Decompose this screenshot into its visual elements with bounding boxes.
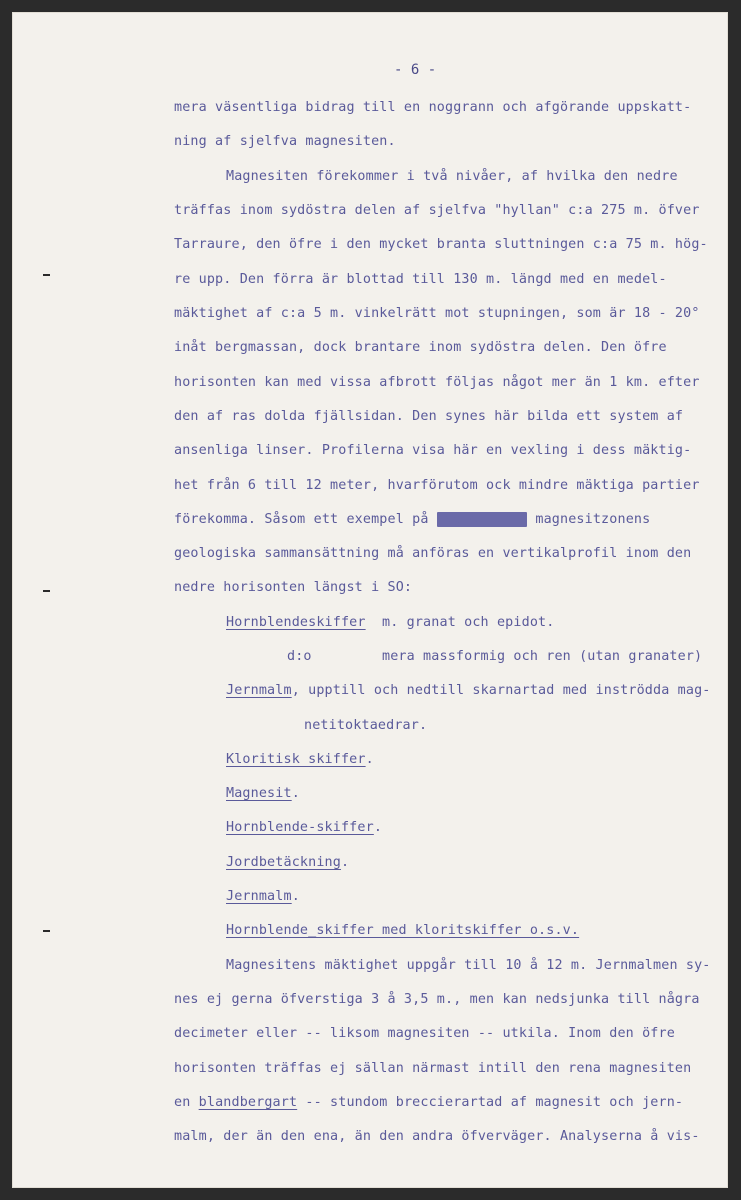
layer-name: Jernmalm <box>226 889 292 904</box>
struck-out-word: magnesitmmm <box>436 512 528 527</box>
text-line: mera väsentliga bidrag till en noggrann och afgörande uppskatt- <box>174 100 692 115</box>
text-line: ning af sjelfva magnesiten. <box>174 134 396 149</box>
profile-layer <box>226 786 300 801</box>
profile-layer <box>226 752 374 767</box>
text-line <box>174 1095 683 1110</box>
text-segment: . <box>340 855 350 870</box>
layer-name: Jordbetäckning <box>226 855 341 870</box>
text-line: ansenliga linser. Profilerna visa här en vexling i dess mäktig- <box>174 443 692 458</box>
margin-mark <box>43 274 50 276</box>
text-segment: -- stundom breccierartad af magnesit och jern- <box>297 1095 684 1110</box>
text-line: inåt bergmassan, dock brantare inom sydöstra delen. Den öfre <box>174 340 667 355</box>
text-line: nes ej gerna öfverstiga 3 å 3,5 m., men kan nedsjunka till några <box>174 992 700 1007</box>
text-segment: . <box>365 752 374 767</box>
text-line: Magnesiten förekommer i två nivåer, af hvilka den nedre <box>226 169 678 184</box>
text-line: decimeter eller -- liksom magnesiten -- utkila. Inom den öfre <box>174 1026 675 1041</box>
underlined-term: blandbergart <box>198 1095 298 1110</box>
layer-name: Jernmalm <box>226 683 292 698</box>
profile-layer <box>226 889 300 904</box>
text-segment: , upptill och nedtill skarnartad med inströdda mag- <box>291 683 711 698</box>
text-segment: . <box>373 820 383 835</box>
text-line: geologiska sammansättning må anföras en vertikalprofil inom den <box>174 546 692 561</box>
text-line: den af ras dolda fjällsidan. Den synes här bilda ett system af <box>174 409 684 424</box>
profile-layer <box>226 683 711 698</box>
text-segment: magnesitzonens <box>535 512 651 527</box>
text-line: re upp. Den förra är blottad till 130 m. längd med en medel- <box>174 272 667 287</box>
ditto-mark: d:o <box>287 649 312 664</box>
layer-name: Kloritisk skiffer <box>226 752 366 767</box>
text-segment: en <box>174 1095 199 1110</box>
profile-layer <box>226 820 382 835</box>
document-page <box>12 12 728 1188</box>
text-line: Magnesitens mäktighet uppgår till 10 å 12 m. Jernmalmen sy- <box>226 958 711 973</box>
margin-mark <box>43 930 50 932</box>
profile-layer-note: mera massformig och ren (utan granater) <box>382 649 703 664</box>
text-line: horisonten träffas ej sällan närmast intill den rena magnesiten <box>174 1061 692 1076</box>
text-line: horisonten kan med vissa afbrott följas något mer än 1 km. efter <box>174 375 700 390</box>
text-segment: . <box>291 889 300 904</box>
text-line: träffas inom sydöstra delen af sjelfva "hyllan" c:a 275 m. öfver <box>174 203 700 218</box>
text-line <box>174 512 650 527</box>
profile-layer <box>226 855 349 870</box>
profile-layer: Hornblende_skiffer med kloritskiffer o.s.v. <box>226 923 580 938</box>
text-segment: förekomma. Såsom ett exempel på <box>174 512 429 527</box>
text-line: het från 6 till 12 meter, hvarförutom ock mindre mäktiga partier <box>174 478 700 493</box>
text-line: Tarraure, den öfre i den mycket branta sluttningen c:a 75 m. hög- <box>174 237 708 252</box>
text-line: nedre horisonten längst i SO: <box>174 580 413 595</box>
layer-name: Magnesit <box>226 786 292 801</box>
text-line: netitoktaedrar. <box>304 718 428 733</box>
profile-layer-note: m. granat och epidot. <box>382 615 555 630</box>
profile-layer: Hornblendeskiffer <box>226 615 366 630</box>
text-line: malm, der än den ena, än den andra öfverväger. Analyserna å vis- <box>174 1129 700 1144</box>
layer-name: Hornblende-skiffer <box>226 820 374 835</box>
margin-mark <box>43 590 50 592</box>
text-segment: . <box>291 786 300 801</box>
page-number: - 6 - <box>394 62 437 78</box>
text-line: mäktighet af c:a 5 m. vinkelrätt mot stupningen, som är 18 - 20° <box>174 306 700 321</box>
